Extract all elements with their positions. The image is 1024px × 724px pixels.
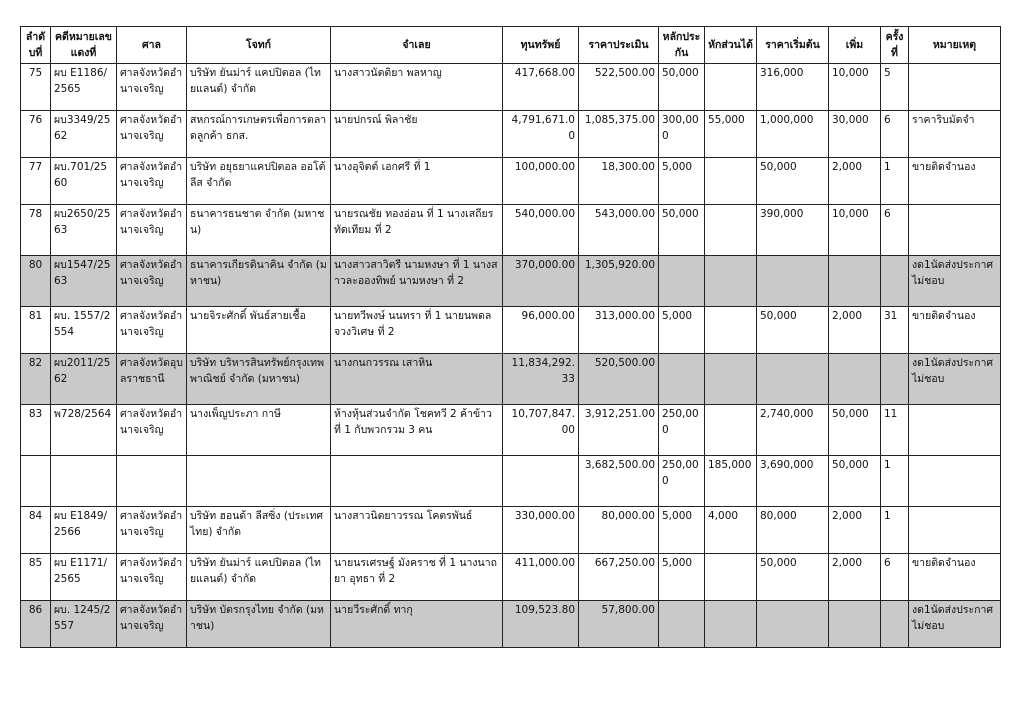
cell-round: 5 (881, 64, 909, 111)
cell-court: ศาลจังหวัดอำนาจเจริญ (117, 307, 187, 354)
cell-appraisal: 522,500.00 (579, 64, 659, 111)
cell-case: ผบ. 1557/2554 (51, 307, 117, 354)
table-row (21, 405, 1001, 456)
cell-deposit (659, 256, 705, 307)
cell-note: ขายติดจำนอง (909, 554, 1001, 601)
cell-start (757, 354, 829, 405)
cell-capital: 100,000.00 (503, 158, 579, 205)
cell-no: 77 (21, 158, 51, 205)
cell-round: 6 (881, 205, 909, 256)
cell-round: 11 (881, 405, 909, 456)
cell-court (117, 456, 187, 507)
cell-no: 82 (21, 354, 51, 405)
cell-case: ผบ E1849/2566 (51, 507, 117, 554)
cell-capital: 109,523.80 (503, 601, 579, 648)
cell-court: ศาลจังหวัดอำนาจเจริญ (117, 158, 187, 205)
cell-round: 1 (881, 456, 909, 507)
cell-capital (503, 456, 579, 507)
cell-plaintiff: บริษัท ฮอนด้า ลีสซิ่ง (ประเทศไทย) จำกัด (187, 507, 331, 554)
table-row (21, 64, 1001, 111)
table-row (21, 554, 1001, 601)
col-header: ครั้งที่ (881, 27, 909, 64)
col-header: ลำดับที่ (21, 27, 51, 64)
cell-court: ศาลจังหวัดอำนาจเจริญ (117, 405, 187, 456)
cell-increase (829, 601, 881, 648)
cell-court: ศาลจังหวัดอำนาจเจริญ (117, 205, 187, 256)
col-header: คดีหมายเลขแดงที่ (51, 27, 117, 64)
cell-case: ผบ1547/2563 (51, 256, 117, 307)
cell-capital: 411,000.00 (503, 554, 579, 601)
cell-start: 50,000 (757, 307, 829, 354)
cell-case: ผบ. 1245/2557 (51, 601, 117, 648)
cell-increase: 2,000 (829, 554, 881, 601)
cell-no: 85 (21, 554, 51, 601)
cell-note: ขายติดจำนอง (909, 158, 1001, 205)
cell-case: ผบ2011/2562 (51, 354, 117, 405)
cell-capital: 330,000.00 (503, 507, 579, 554)
col-header: โจทก์ (187, 27, 331, 64)
cell-no: 75 (21, 64, 51, 111)
cell-note: ราคาริบมัดจำ (909, 111, 1001, 158)
cell-deduct (705, 354, 757, 405)
cell-defendant: นายวีระศักดิ์ ทากุ (331, 601, 503, 648)
cell-deduct (705, 405, 757, 456)
cell-court: ศาลจังหวัดอำนาจเจริญ (117, 554, 187, 601)
cell-capital: 417,668.00 (503, 64, 579, 111)
cell-defendant: นายนรเศรษฐ์ มังคราช ที่ 1 นางนาถยา อุทธา ที่ 2 (331, 554, 503, 601)
cell-court: ศาลจังหวัดอุบลราชธานี (117, 354, 187, 405)
table-row (21, 307, 1001, 354)
cell-deduct (705, 256, 757, 307)
cell-round: 1 (881, 507, 909, 554)
cell-start: 316,000 (757, 64, 829, 111)
cell-appraisal: 313,000.00 (579, 307, 659, 354)
cell-defendant: นางสาวสาวิตรี นามหงษา ที่ 1 นางสาวละอองทิพย์ นามหงษา ที่ 2 (331, 256, 503, 307)
cell-start: 50,000 (757, 554, 829, 601)
col-header: ศาล (117, 27, 187, 64)
cell-start (757, 256, 829, 307)
table-row (21, 601, 1001, 648)
cell-plaintiff: ธนาคารธนชาต จำกัด (มหาชน) (187, 205, 331, 256)
cell-case: ผบ E1186/2565 (51, 64, 117, 111)
cell-start: 50,000 (757, 158, 829, 205)
cell-start: 390,000 (757, 205, 829, 256)
cell-start: 80,000 (757, 507, 829, 554)
cell-plaintiff: สหกรณ์การเกษตรเพื่อการตลาดลูกค้า ธกส. (187, 111, 331, 158)
cell-note: งด1นัดส่งประกาศไม่ชอบ (909, 354, 1001, 405)
cell-defendant: นายปกรณ์ พิลาชัย (331, 111, 503, 158)
table-row (21, 158, 1001, 205)
cell-deposit: 5,000 (659, 307, 705, 354)
cell-capital: 96,000.00 (503, 307, 579, 354)
cell-case (51, 456, 117, 507)
auction-schedule-sheet (20, 26, 1000, 648)
cell-round: 1 (881, 158, 909, 205)
cell-court: ศาลจังหวัดอำนาจเจริญ (117, 601, 187, 648)
col-header: หลักประกัน (659, 27, 705, 64)
cell-round: 31 (881, 307, 909, 354)
cell-defendant (331, 456, 503, 507)
cell-court: ศาลจังหวัดอำนาจเจริญ (117, 64, 187, 111)
cell-capital: 370,000.00 (503, 256, 579, 307)
cell-note (909, 64, 1001, 111)
cell-no (21, 456, 51, 507)
cell-plaintiff: นายจิระศักดิ์ พันธ์สายเชื้อ (187, 307, 331, 354)
cell-start (757, 601, 829, 648)
cell-plaintiff: นางเพ็ญประภา กาษี (187, 405, 331, 456)
cell-defendant: นายรณชัย ทองอ่อน ที่ 1 นางเสถียร ทัดเทียม ที่ 2 (331, 205, 503, 256)
cell-note (909, 405, 1001, 456)
cell-round: 6 (881, 554, 909, 601)
cell-deposit: 50,000 (659, 205, 705, 256)
cell-appraisal: 667,250.00 (579, 554, 659, 601)
cell-appraisal: 520,500.00 (579, 354, 659, 405)
cell-appraisal: 18,300.00 (579, 158, 659, 205)
col-header: ทุนทรัพย์ (503, 27, 579, 64)
cell-round: 6 (881, 111, 909, 158)
cell-plaintiff: บริษัท อยุธยาแคปปิตอล ออโต้ ลีส จำกัด (187, 158, 331, 205)
header-row (21, 27, 1001, 64)
cell-deduct (705, 307, 757, 354)
col-header: ราคาเริ่มต้น (757, 27, 829, 64)
cell-deposit: 5,000 (659, 507, 705, 554)
cell-start: 2,740,000 (757, 405, 829, 456)
cell-no: 84 (21, 507, 51, 554)
cell-no: 76 (21, 111, 51, 158)
cell-deduct (705, 601, 757, 648)
table-row (21, 354, 1001, 405)
cell-no: 78 (21, 205, 51, 256)
table-row (21, 256, 1001, 307)
cell-plaintiff (187, 456, 331, 507)
cell-increase: 2,000 (829, 158, 881, 205)
cell-court: ศาลจังหวัดอำนาจเจริญ (117, 111, 187, 158)
cell-deposit (659, 354, 705, 405)
cell-appraisal: 57,800.00 (579, 601, 659, 648)
cell-round (881, 601, 909, 648)
cell-case: ผบ3349/2562 (51, 111, 117, 158)
cell-increase (829, 354, 881, 405)
table-row (21, 456, 1001, 507)
cell-deduct (705, 158, 757, 205)
cell-increase (829, 256, 881, 307)
col-header: เพิ่ม (829, 27, 881, 64)
col-header: หักส่วนได้ (705, 27, 757, 64)
cell-increase: 2,000 (829, 307, 881, 354)
cell-note: งด1นัดส่งประกาศไม่ชอบ (909, 601, 1001, 648)
cell-appraisal: 3,912,251.00 (579, 405, 659, 456)
cell-note (909, 507, 1001, 554)
cell-defendant: นางสาวนิตยาวรรณ โคตรพันธ์ (331, 507, 503, 554)
cell-increase: 50,000 (829, 405, 881, 456)
cell-court: ศาลจังหวัดอำนาจเจริญ (117, 507, 187, 554)
cell-case: ผบ E1171/2565 (51, 554, 117, 601)
auction-table (20, 26, 1001, 648)
cell-round (881, 256, 909, 307)
table-row (21, 111, 1001, 158)
cell-deposit: 5,000 (659, 554, 705, 601)
cell-case: ผบ.701/2560 (51, 158, 117, 205)
cell-appraisal: 3,682,500.00 (579, 456, 659, 507)
cell-appraisal: 1,305,920.00 (579, 256, 659, 307)
cell-capital: 11,834,292.33 (503, 354, 579, 405)
table-row (21, 205, 1001, 256)
cell-no: 86 (21, 601, 51, 648)
cell-deposit: 50,000 (659, 64, 705, 111)
cell-deposit: 250,000 (659, 456, 705, 507)
cell-increase: 10,000 (829, 64, 881, 111)
col-header: ราคาประเมิน (579, 27, 659, 64)
cell-increase: 2,000 (829, 507, 881, 554)
cell-increase: 30,000 (829, 111, 881, 158)
cell-defendant: นางสาวนัตติยา พลหาญ (331, 64, 503, 111)
cell-defendant: นางอุจิตต์ เอกศรี ที่ 1 (331, 158, 503, 205)
cell-appraisal: 543,000.00 (579, 205, 659, 256)
cell-plaintiff: บริษัท ยันม่าร์ แคปปิตอล (ไทยแลนด์) จำกัด (187, 64, 331, 111)
cell-plaintiff: บริษัท ยันม่าร์ แคปปิตอล (ไทยแลนด์) จำกัด (187, 554, 331, 601)
cell-deduct (705, 554, 757, 601)
col-header: หมายเหตุ (909, 27, 1001, 64)
cell-deduct: 55,000 (705, 111, 757, 158)
cell-case: พ728/2564 (51, 405, 117, 456)
cell-capital: 4,791,671.00 (503, 111, 579, 158)
cell-increase: 10,000 (829, 205, 881, 256)
cell-no: 80 (21, 256, 51, 307)
cell-plaintiff: ธนาคารเกียรตินาคิน จำกัด (มหาชน) (187, 256, 331, 307)
cell-note (909, 205, 1001, 256)
cell-deduct (705, 64, 757, 111)
cell-case: ผบ2650/2563 (51, 205, 117, 256)
cell-capital: 10,707,847.00 (503, 405, 579, 456)
cell-no: 83 (21, 405, 51, 456)
cell-deposit: 5,000 (659, 158, 705, 205)
cell-deduct: 185,000 (705, 456, 757, 507)
cell-defendant: นางกนกวรรณ เสาหิน (331, 354, 503, 405)
cell-plaintiff: บริษัท บริหารสินทรัพย์กรุงเทพพาณิชย์ จำกัด (มหาชน) (187, 354, 331, 405)
cell-note (909, 456, 1001, 507)
cell-appraisal: 80,000.00 (579, 507, 659, 554)
cell-increase: 50,000 (829, 456, 881, 507)
cell-deposit: 250,000 (659, 405, 705, 456)
cell-defendant: ห้างหุ้นส่วนจำกัด โชคทวี 2 ค้าข้าว ที่ 1 กับพวกรวม 3 คน (331, 405, 503, 456)
cell-capital: 540,000.00 (503, 205, 579, 256)
cell-start: 1,000,000 (757, 111, 829, 158)
cell-round (881, 354, 909, 405)
cell-plaintiff: บริษัท บัตรกรุงไทย จำกัด (มหาชน) (187, 601, 331, 648)
cell-note: ขายติดจำนอง (909, 307, 1001, 354)
cell-deposit: 300,000 (659, 111, 705, 158)
cell-deduct (705, 205, 757, 256)
table-row (21, 507, 1001, 554)
cell-defendant: นายทวีพงษ์ นนทรา ที่ 1 นายนพดล จวงวิเศษ ที่ 2 (331, 307, 503, 354)
cell-appraisal: 1,085,375.00 (579, 111, 659, 158)
cell-no: 81 (21, 307, 51, 354)
cell-court: ศาลจังหวัดอำนาจเจริญ (117, 256, 187, 307)
cell-deduct: 4,000 (705, 507, 757, 554)
cell-deposit (659, 601, 705, 648)
cell-start: 3,690,000 (757, 456, 829, 507)
cell-note: งด1นัดส่งประกาศไม่ชอบ (909, 256, 1001, 307)
col-header: จำเลย (331, 27, 503, 64)
